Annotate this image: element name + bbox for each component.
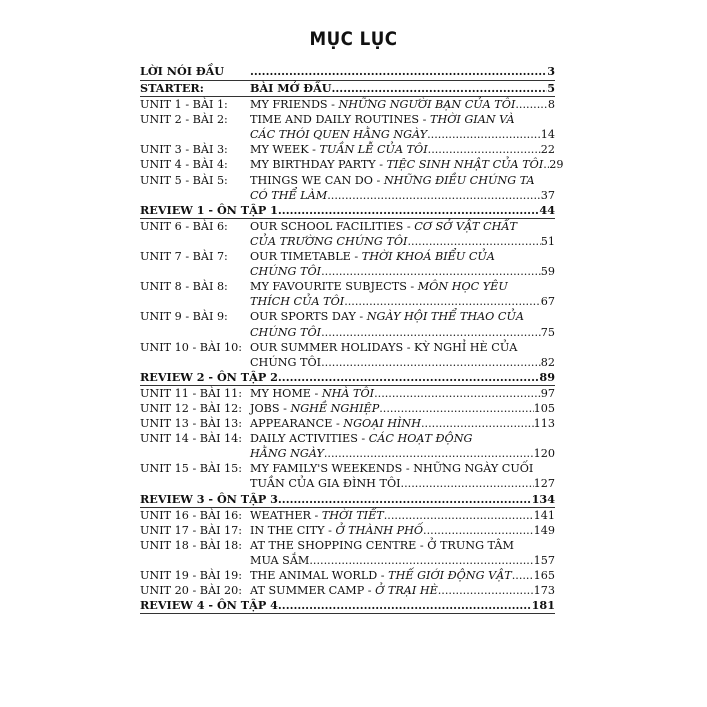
toc-entry-title [250,157,543,172]
toc-entry [140,219,555,234]
toc-entry-title [250,538,514,553]
toc-entry [140,112,555,127]
toc-page-number: 113 [533,417,555,431]
toc-entry-title [250,386,374,401]
toc-entry-title-vietnamese: TIỆC SINH NHẬT CỦA TÔI [386,158,544,172]
toc-entry-title-english: MUA SẮM [250,553,310,567]
toc-entry-title [250,249,495,264]
toc-entry-title-english: MY BIRTHDAY PARTY - [250,158,387,172]
dot-leader [309,553,533,568]
toc-entry-continuation [140,294,555,309]
toc-entry-title-vietnamese: NGHỀ NGHIỆP [290,401,380,415]
toc-entry-label: REVIEW 4 - ÔN TẬP 4 [140,598,278,613]
toc-entry-title [250,553,309,568]
toc-entry-title-vietnamese: CHÚNG TÔI [250,325,322,339]
dot-leader [278,598,532,613]
toc-page-number: 165 [533,569,555,582]
toc-entry-label: UNIT 1 - BÀI 1: [140,98,228,112]
toc-entry-title-english: DAILY ACTIVITIES - [250,432,369,446]
toc-entry-title [250,508,384,523]
dot-leader [379,401,533,416]
toc-page-number: 67 [540,295,555,309]
toc-entry-title [250,523,423,538]
toc-entry-title [250,127,427,142]
toc-entry-label: UNIT 2 - BÀI 2: [140,113,228,127]
toc-entry-title [250,309,524,324]
toc-entry-label: UNIT 19 - BÀI 19: [140,569,243,582]
toc-page-number: 44 [539,202,555,217]
toc-entry-title-vietnamese: Ở THÀNH PHỐ [335,523,424,537]
toc-entry-title-vietnamese: CƠ SỞ VẬT CHẤT [414,219,517,233]
toc-page-number: 75 [540,325,555,339]
toc-entry [140,97,555,112]
toc-entry-title [250,401,379,416]
toc-entry-title [250,279,508,294]
toc-entry [140,598,555,613]
toc-entry-label: UNIT 16 - BÀI 16: [140,508,243,522]
toc-entry [140,416,555,431]
section-divider [140,613,555,614]
toc-page-number: 157 [533,553,555,567]
toc-entry-title-vietnamese: CỦA TRƯỜNG CHÚNG TÔI [250,234,408,248]
toc-page-number: 181 [531,598,555,613]
toc-entry-label: UNIT 11 - BÀI 11: [140,386,243,400]
toc-page-number: 134 [531,491,555,506]
toc-entry-title [250,112,515,127]
toc-page-number: 82 [540,355,555,369]
toc-entry-title [250,81,332,96]
toc-entry-title-english: MY HOME - [250,386,322,400]
toc-entry-title-english: MY FAMILY'S WEEKENDS - NHỮNG NGÀY CUỐI [250,462,534,476]
toc-entry-continuation [140,553,555,568]
dot-leader [344,294,541,309]
toc-entry-title-english: JOBS - [250,401,291,415]
toc-page-number: 22 [540,143,555,157]
toc-entry-title-english: MY FAVOURITE SUBJECTS - [250,280,418,294]
table-of-contents [140,62,564,614]
toc-page-number: 105 [533,401,555,415]
toc-entry-label: UNIT 13 - BÀI 13: [140,417,243,431]
toc-entry-title-english: BÀI MỞ ĐẦU [250,81,332,95]
toc-page-number: 97 [540,386,555,400]
toc-entry-title-vietnamese: THỜI TIẾT [321,508,384,522]
toc-entry-title-vietnamese: THÍCH CỦA TÔI [250,295,345,309]
toc-entry-title-vietnamese: CHÚNG TÔI [250,265,322,279]
toc-entry-title [250,325,321,340]
toc-entry-label: LỜI NÓI ĐẦU [140,64,225,78]
dot-leader [278,370,540,385]
dot-leader [428,142,541,157]
toc-entry-title [250,461,533,476]
toc-entry-label: UNIT 14 - BÀI 14: [140,432,243,446]
page-title: MỤC LỤC [309,28,398,50]
toc-entry-title-vietnamese: NGÀY HỘI THỂ THAO CỦA [366,310,524,324]
toc-entry-title-vietnamese: CÁC HOẠT ĐỘNG [368,432,473,446]
toc-entry-continuation [140,476,555,491]
toc-page-number: 141 [533,508,555,522]
dot-leader [515,97,548,112]
toc-entry-title [250,234,407,249]
toc-entry [140,309,555,324]
dot-leader [374,386,541,401]
toc-entry-label: UNIT 5 - BÀI 5: [140,173,228,187]
toc-entry-title-english: TUẦN CỦA GIA ĐÌNH TÔI [250,477,401,491]
toc-page-number: 89 [539,369,555,384]
dot-leader [512,568,534,583]
toc-entry [140,538,555,553]
toc-entry-label: UNIT 4 - BÀI 4: [140,158,228,172]
toc-entry-title-vietnamese: NGOẠI HÌNH [343,417,421,431]
toc-entry-continuation [140,264,555,279]
toc-entry [140,508,555,523]
toc-page-number: 173 [533,584,555,598]
toc-entry-title [250,142,428,157]
dot-leader [250,62,547,80]
toc-entry-title [250,355,321,370]
toc-entry-title-english: IN THE CITY - [250,523,336,537]
toc-entry-title-english: TIME AND DAILY ROUTINES - [250,113,430,127]
toc-entry-title-vietnamese: THỜI GIAN VÀ [430,113,515,127]
toc-page-number: 37 [540,188,555,202]
toc-entry [140,203,555,218]
dot-leader [278,492,532,507]
toc-entry-continuation [140,325,555,340]
toc-entry-label: UNIT 15 - BÀI 15: [140,462,243,476]
toc-entry-title-english: AT THE SHOPPING CENTRE - Ở TRUNG TÂM [250,538,514,552]
toc-entry-title [250,219,517,234]
toc-entry-label: UNIT 6 - BÀI 6: [140,219,228,233]
toc-entry-continuation [140,234,555,249]
toc-entry-title-vietnamese: MÔN HỌC YÊU [417,280,508,294]
toc-entry-title-english: AT SUMMER CAMP - [250,584,376,598]
toc-entry-title [250,476,401,491]
toc-entry [140,249,555,264]
dot-leader [321,264,541,279]
dot-leader [407,234,540,249]
toc-entry-title [250,173,535,188]
dot-leader [401,476,534,491]
toc-entry-label: UNIT 12 - BÀI 12: [140,401,243,415]
toc-entry [140,173,555,188]
toc-entry [140,370,555,385]
toc-entry-label: REVIEW 2 - ÔN TẬP 2 [140,369,278,384]
toc-entry [140,583,555,598]
dot-leader [427,127,541,142]
toc-entry-title [250,416,421,431]
toc-entry-label: UNIT 17 - BÀI 17: [140,523,243,537]
dot-leader [278,203,540,218]
dot-leader [332,81,548,96]
toc-entry-label: UNIT 8 - BÀI 8: [140,280,228,294]
toc-entry [140,62,555,80]
toc-page-number: 127 [533,477,555,491]
dot-leader [324,446,534,461]
toc-entry-title-vietnamese: HẰNG NGÀY [250,447,324,461]
toc-entry-label: UNIT 18 - BÀI 18: [140,538,243,552]
toc-page-number: 5 [547,81,555,95]
toc-page-number: 120 [533,447,555,461]
toc-entry-title [250,188,327,203]
toc-entry [140,142,555,157]
toc-entry [140,81,555,96]
toc-entry-label: STARTER: [140,81,204,95]
toc-entry-title-english: OUR SPORTS DAY - [250,310,367,324]
toc-entry-title [250,97,515,112]
toc-entry-label: UNIT 9 - BÀI 9: [140,310,228,324]
toc-page-number: 3 [547,64,555,78]
toc-entry-title [250,568,512,583]
dot-leader [327,188,541,203]
toc-page-number: 14 [540,128,555,142]
toc-entry-title [250,431,472,446]
toc-entry-label: UNIT 7 - BÀI 7: [140,250,228,264]
toc-entry-title-english: MY FRIENDS - [250,98,339,112]
toc-entry [140,340,555,355]
toc-entry-continuation [140,127,555,142]
toc-entry-title-english: OUR TIMETABLE - [250,250,362,264]
toc-entry-title-english: OUR SCHOOL FACILITIES - [250,219,415,233]
dot-leader [384,508,534,523]
toc-entry-title-vietnamese: TUẦN LỄ CỦA TÔI [319,143,428,157]
toc-entry-title [250,583,438,598]
toc-entry-title [250,264,321,279]
toc-entry-title-vietnamese: NHÀ TÔI [321,386,375,400]
toc-entry-title-vietnamese: CÓ THỂ LÀM [250,188,328,202]
toc-entry [140,492,555,507]
toc-entry-label: REVIEW 3 - ÔN TẬP 3 [140,491,278,506]
dot-leader [321,325,541,340]
toc-entry-title-vietnamese: THỜI KHOÁ BIỂU CỦA [361,250,495,264]
toc-entry [140,568,555,583]
toc-page-number: 8 [547,98,555,112]
toc-entry-title-vietnamese: Ở TRẠI HÈ [375,584,438,598]
toc-entry-title-english: WEATHER - [250,508,322,522]
toc-entry-label: UNIT 20 - BÀI 20: [140,584,243,598]
toc-entry-label: UNIT 3 - BÀI 3: [140,143,228,157]
toc-entry-title-english: THINGS WE CAN DO - [250,173,384,187]
toc-entry-title [250,294,344,309]
toc-entry [140,431,555,446]
toc-entry-title-vietnamese: NHỮNG ĐIỀU CHÚNG TA [383,173,535,187]
toc-entry-title-vietnamese: NHỮNG NGƯỜI BẠN CỦA TÔI [338,98,516,112]
toc-entry-label: REVIEW 1 - ÔN TẬP 1 [140,202,278,217]
toc-entry-title-english: MY WEEK - [250,143,320,157]
toc-entry-continuation [140,355,555,370]
dot-leader [423,523,534,538]
toc-entry-label: UNIT 10 - BÀI 10: [140,340,243,354]
toc-entry-title-english: APPEARANCE - [250,417,344,431]
toc-entry-continuation [140,188,555,203]
toc-page-number: 29 [549,158,564,172]
toc-entry [140,461,555,476]
toc-entry-title-english: CHÚNG TÔI [250,355,322,369]
dot-leader [421,416,534,431]
toc-entry [140,523,555,538]
toc-page-number: 51 [540,234,555,248]
toc-entry-title-vietnamese: THẾ GIỚI ĐỘNG VẬT [388,569,512,582]
toc-entry [140,401,555,416]
toc-entry-title [250,446,324,461]
dot-leader [438,583,534,598]
toc-entry-continuation [140,446,555,461]
toc-entry-title-english: OUR SUMMER HOLIDAYS - KỲ NGHỈ HÈ CỦA [250,340,518,354]
toc-entry-title [250,340,517,355]
toc-page-number: 59 [540,265,555,279]
toc-entry [140,386,555,401]
toc-page-number: 149 [533,523,555,537]
toc-entry-title-english: THE ANIMAL WORLD - [250,569,389,582]
toc-entry-title-vietnamese: CÁC THÓI QUEN HẰNG NGÀY [250,128,428,142]
dot-leader [321,355,541,370]
toc-entry [140,157,564,172]
toc-entry [140,279,555,294]
